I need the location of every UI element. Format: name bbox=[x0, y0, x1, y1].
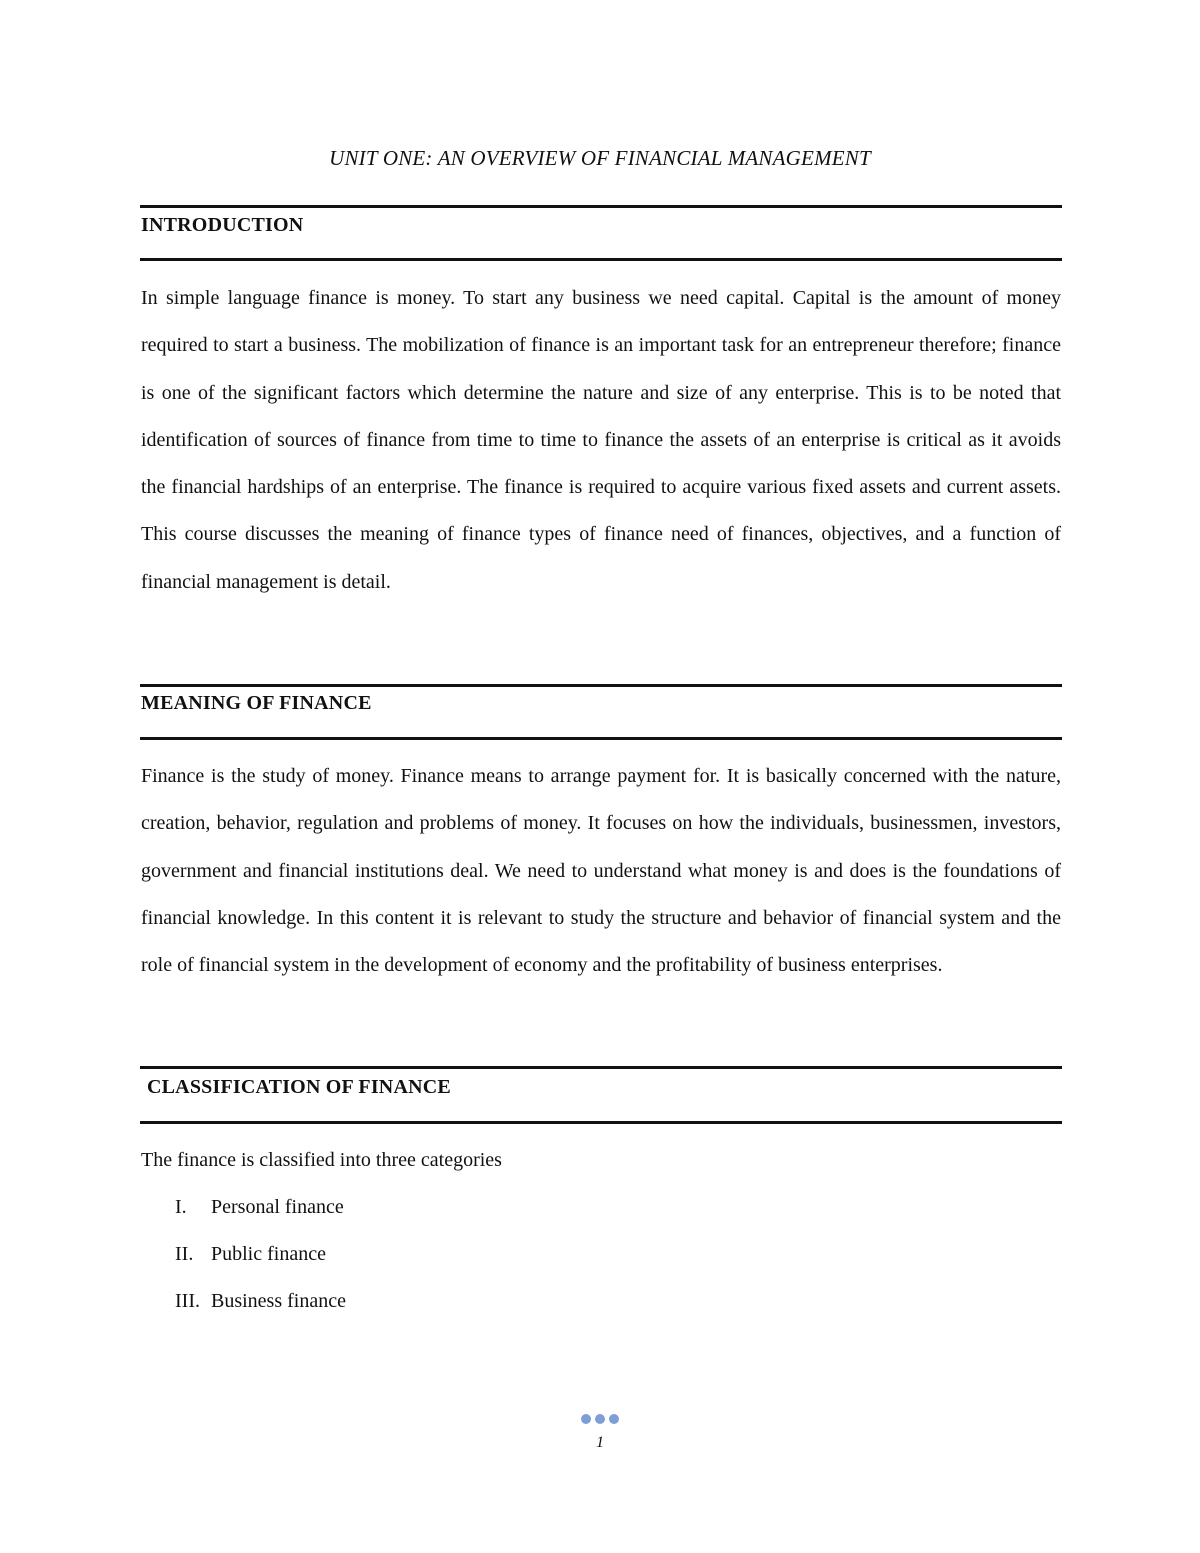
section-rule-top bbox=[140, 205, 1062, 208]
footer-dot bbox=[581, 1414, 591, 1424]
list-item-label: Public finance bbox=[211, 1243, 326, 1265]
section-rule-bottom bbox=[140, 737, 1062, 740]
list-item-number: III. bbox=[175, 1290, 200, 1312]
footer-dot bbox=[609, 1414, 619, 1424]
list-item-number: II. bbox=[175, 1243, 194, 1265]
section-heading-classification: CLASSIFICATION OF FINANCE bbox=[147, 1076, 451, 1098]
meaning-paragraph: Finance is the study of money. Finance means to arrange payment for. It is basically concerned with the nature, creation, behavior, regulation and problems of money. It focuses on how the individuals, businessmen, investors, government and financial institutions deal. We need to understand what money is and does is the foundations of financial knowledge. In this content it is relevant to study the structure and behavior of financial system and the role of financial system in the development of economy and the profitability of business enterprises. bbox=[141, 765, 1061, 977]
list-item-label: Business finance bbox=[211, 1290, 346, 1312]
introduction-paragraph: In simple language finance is money. To start any business we need capital. Capital is the amount of money required to start a business. The mobilization of finance is an important task for an entrepreneur therefore; finance is one of the significant factors which determine the nature and size of any enterprise. This is to be noted that identification of sources of finance from time to time to finance the assets of an enterprise is critical as it avoids the financial hardships of an enterprise. The finance is required to acquire various fixed assets and current assets. This course discusses the meaning of finance types of finance need of finances, objectives, and a function of financial management is detail. bbox=[141, 287, 1061, 593]
list-item bbox=[175, 1196, 344, 1219]
list-item bbox=[175, 1290, 346, 1313]
section-heading-introduction: INTRODUCTION bbox=[141, 214, 304, 236]
list-item bbox=[175, 1243, 326, 1266]
section-rule-top bbox=[140, 1066, 1062, 1069]
page-number: 1 bbox=[596, 1434, 604, 1451]
section-heading-meaning: MEANING OF FINANCE bbox=[141, 692, 372, 714]
section-rule-bottom bbox=[140, 258, 1062, 261]
document-title: UNIT ONE: AN OVERVIEW OF FINANCIAL MANAGEMENT bbox=[329, 146, 871, 170]
list-item-number: I. bbox=[175, 1196, 187, 1218]
section-rule-bottom bbox=[140, 1121, 1062, 1124]
footer-dots-ornament bbox=[0, 1414, 1200, 1424]
classification-intro: The finance is classified into three categories bbox=[141, 1149, 502, 1171]
footer-dot bbox=[595, 1414, 605, 1424]
section-rule-top bbox=[140, 684, 1062, 687]
list-item-label: Personal finance bbox=[211, 1196, 344, 1218]
